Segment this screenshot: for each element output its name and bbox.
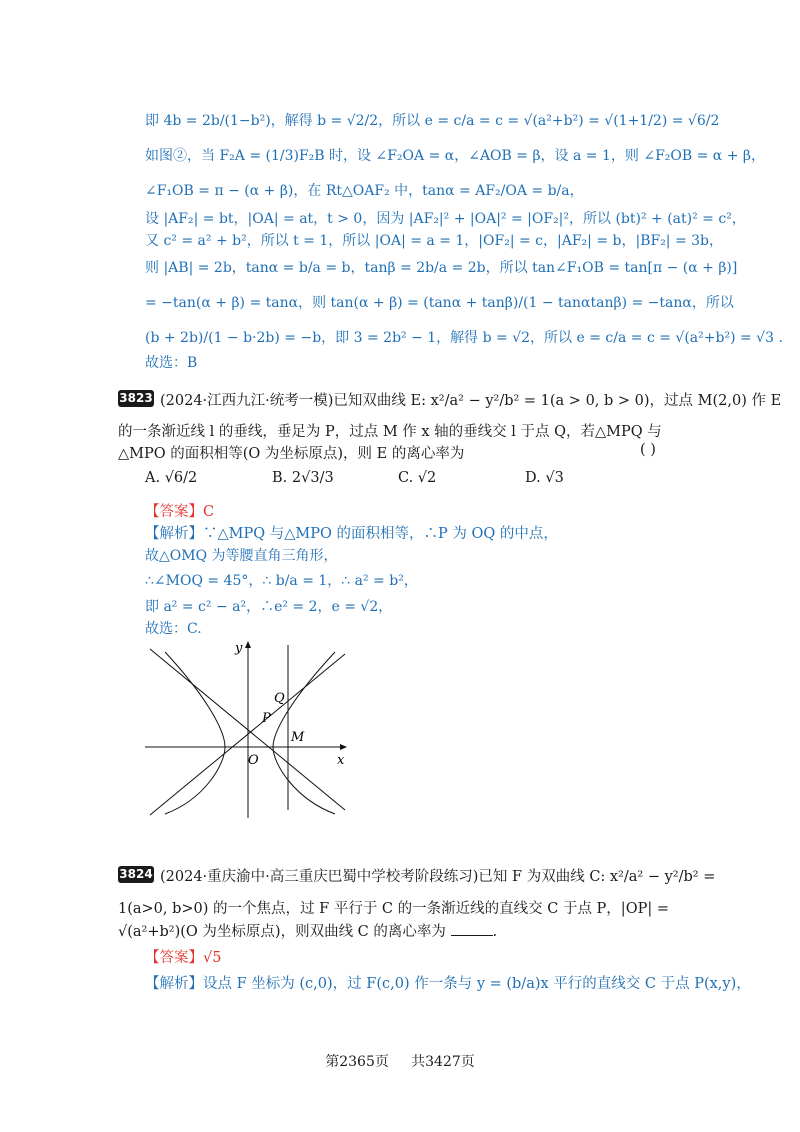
label-y: y — [235, 641, 243, 656]
label-m: M — [291, 730, 305, 745]
answer-value: √5 — [203, 950, 222, 966]
solution-line: = −tan(α + β) = tanα，则 tan(α + β) = (tanα + tanβ)/(1 − tanαtanβ) = −tanα，所以 — [145, 295, 734, 311]
analysis-text: 即 a² = c² − a²，∴e² = 2，e = √2， — [145, 599, 393, 615]
question-stem: (2024·重庆渝中·高三重庆巴蜀中学校考阶段练习)已知 F 为双曲线 C: x²/a² − y²/b² = — [160, 869, 716, 885]
solution-line: ∠F₁OB = π − (α + β)，在 Rt△OAF₂ 中，tanα = AF₂/OA = b/a， — [145, 183, 584, 199]
analysis-text: 设点 F 坐标为 (c,0)，过 F(c,0) 作一条与 y = (b/a)x 平行的直线交 C 于点 P(x,y)， — [203, 976, 751, 992]
stem-end: . — [492, 924, 498, 940]
problem-number-badge: 3823 — [119, 391, 153, 405]
analysis-line — [145, 522, 558, 543]
label-p: P — [262, 711, 271, 726]
answer-value: C — [203, 504, 215, 520]
option-d: D. √3 — [525, 470, 564, 486]
stem-text: √(a²+b²)(O 为坐标原点)，则双曲线 C 的离心率为 — [118, 924, 446, 940]
problem-number-badge: 3824 — [119, 867, 153, 881]
question-stem: △MPO 的面积相等(O 为坐标原点)，则 E 的离心率为 — [118, 446, 465, 462]
answer-line — [145, 500, 214, 521]
page-footer — [0, 1051, 800, 1071]
question-stem: (2024·江西九江·统考一模)已知双曲线 E: x²/a² − y²/b² = 1(a > 0, b > 0)，过点 M(2,0) 作 E — [160, 393, 782, 409]
label-o: O — [248, 753, 259, 768]
hyperbola-left-branch — [165, 652, 225, 814]
answer-line — [145, 946, 221, 967]
analysis-label: 【解析】 — [145, 526, 203, 542]
hyperbola-figure — [145, 640, 355, 820]
solution-line: 故选：B — [145, 355, 198, 371]
analysis-text: 故选：C. — [145, 621, 202, 637]
analysis-line — [145, 972, 751, 993]
option-c: C. √2 — [398, 470, 437, 486]
solution-line: 则 |AB| = 2b，tanα = b/a = b，tanβ = 2b/a = 2b，所以 tan∠F₁OB = tan[π − (α + β)] — [145, 260, 738, 276]
answer-paren: ( ) — [640, 442, 656, 458]
question-stem: 的一条渐近线 l 的垂线，垂足为 P，过点 M 作 x 轴的垂线交 l 于点 Q，若△MPQ 与 — [118, 424, 662, 440]
question-stem — [118, 920, 497, 941]
fill-blank — [451, 935, 493, 936]
label-q: Q — [274, 691, 285, 706]
solution-line: 如图②，当 F₂A = (1/3)F₂B 时，设 ∠F₂OA = α，∠AOB = β，设 a = 1，则 ∠F₂OB = α + β， — [145, 148, 765, 164]
solution-line: 设 |AF₂| = bt，|OA| = at，t > 0，因为 |AF₂|² + |OA|² = |OF₂|²，所以 (bt)² + (at)² = c²， — [145, 211, 746, 227]
analysis-text: ∴∠MOQ = 45°，∴ b/a = 1，∴ a² = b²， — [145, 573, 418, 589]
answer-label: 【答案】 — [145, 950, 203, 966]
page-number: 第2365页 — [325, 1054, 389, 1070]
option-a: A. √6/2 — [145, 470, 198, 486]
solution-line: 即 4b = 2b/(1−b²)，解得 b = √2/2，所以 e = c/a = c = √(a²+b²) = √(1+1/2) = √6/2 — [145, 113, 720, 129]
question-stem: 1(a>0, b>0) 的一个焦点，过 F 平行于 C 的一条渐近线的直线交 C 于点 P，|OP| = — [118, 901, 669, 917]
analysis-text: 故△OMQ 为等腰直角三角形， — [145, 548, 338, 564]
y-axis-arrow — [245, 641, 251, 648]
label-x: x — [337, 753, 345, 768]
analysis-text: ∵△MPQ 与△MPO 的面积相等，∴P 为 OQ 的中点， — [203, 526, 558, 542]
analysis-label: 【解析】 — [145, 976, 203, 992]
option-b: B. 2√3/3 — [272, 470, 334, 486]
x-axis-arrow — [340, 744, 347, 750]
solution-line: 又 c² = a² + b²，所以 t = 1，所以 |OA| = a = 1，|OF₂| = c，|AF₂| = b，|BF₂| = 3b， — [145, 233, 724, 249]
solution-line: (b + 2b)/(1 − b·2b) = −b，即 3 = 2b² − 1，解得 b = √2，所以 e = c/a = c = √(a²+b²) = √3 . — [145, 330, 783, 346]
page-total: 共3427页 — [411, 1054, 475, 1070]
answer-label: 【答案】 — [145, 504, 203, 520]
